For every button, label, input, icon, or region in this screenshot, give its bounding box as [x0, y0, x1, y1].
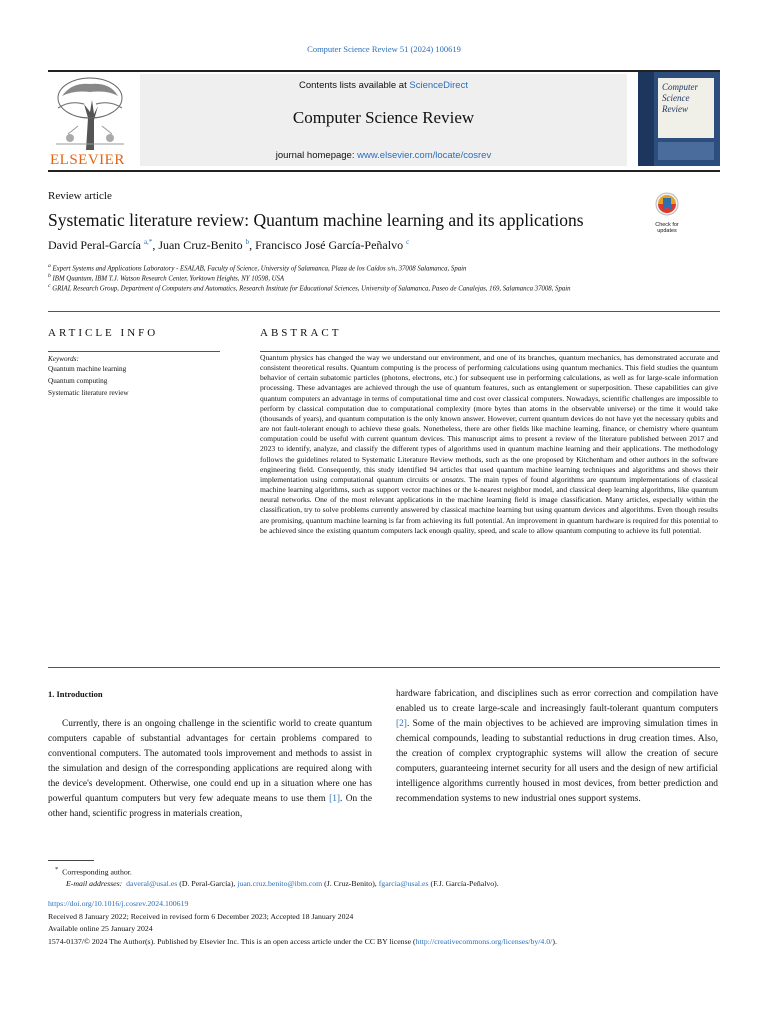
affiliation-mark: a	[48, 263, 51, 269]
section-heading-introduction: 1. Introduction	[48, 689, 103, 699]
corresponding-author-note	[55, 866, 132, 877]
homepage-link[interactable]: www.elsevier.com/locate/cosrev	[357, 150, 492, 161]
header-bottom-rule	[48, 170, 720, 172]
email-link[interactable]: fgarcia@usal.es	[378, 879, 429, 888]
abstract-text: . The main types of found algorithms are quantum implementations of classical machine learning algorithms, such as support vector machines or the k-nearest neighbor model, and classical deep learning algorithms, like quantum neural networks. One of the most relevant applications in the machine learning field is image classification. Many articles, especially within the classification, try to solve problems currently answered by classical machine learning but using quantum devices and algorithms. Even though results are promising, quantum machine learning is far from achieving its full potential. An improvement in quantum hardware is required for this potential to be achieved since the existing quantum computers lack enough quality, speed, and scale to allow quantum computing to achieve its full potential.	[260, 474, 718, 535]
cover-title-line-3: Review	[662, 104, 688, 114]
body-column-right	[396, 687, 718, 807]
affiliation-mark: b	[48, 273, 51, 279]
section-divider	[48, 311, 720, 312]
cover-title-line-2: Science	[662, 93, 690, 103]
email-owner: (F.J. García-Peñalvo).	[428, 879, 499, 888]
homepage-line	[140, 150, 627, 161]
author-name[interactable]: Juan Cruz-Benito	[158, 238, 243, 252]
journal-cover[interactable]	[638, 72, 720, 166]
footnote-rule	[48, 860, 94, 861]
elsevier-logo[interactable]	[48, 74, 130, 166]
contents-prefix: Contents lists available at	[299, 80, 410, 91]
affiliation-c	[48, 281, 688, 294]
license-line	[48, 937, 728, 946]
footnote-text: Corresponding author.	[62, 867, 132, 877]
cover-title-line-1: Computer	[662, 82, 698, 92]
abstract-heading: ABSTRACT	[260, 327, 342, 339]
footnote-mark: *	[55, 866, 59, 873]
author-affiliation-mark[interactable]: c	[406, 238, 410, 246]
email-link[interactable]: daveral@usal.es	[126, 879, 178, 888]
citation-link[interactable]: [1]	[329, 794, 341, 804]
license-link[interactable]: http://creativecommons.org/licenses/by/4.0/	[415, 937, 553, 946]
author-affiliation-mark[interactable]: a,*	[143, 238, 153, 246]
journal-title: Computer Science Review	[292, 108, 475, 127]
publication-dates: Received 8 January 2022; Received in revised form 6 December 2023; Accepted 18 January 2024	[48, 912, 354, 921]
doi-link[interactable]: https://doi.org/10.1016/j.cosrev.2024.100619	[48, 899, 189, 908]
email-owner: (J. Cruz-Benito),	[322, 879, 379, 888]
author-separator: ,	[249, 238, 256, 252]
elsevier-wordmark: ELSEVIER	[50, 152, 125, 168]
email-link[interactable]: juan.cruz.benito@ibm.com	[237, 879, 323, 888]
cover-spine	[638, 72, 654, 166]
article-title: Systematic literature review: Quantum machine learning and its applications	[48, 210, 584, 230]
article-info-heading: ARTICLE INFO	[48, 327, 159, 339]
body-text: hardware fabrication, and disciplines such as error correction and compilation have enabled us to create large-scale and increasingly fault-tolerant quantum computers	[396, 689, 718, 714]
contents-line	[140, 80, 627, 91]
citation-link[interactable]: [2]	[396, 719, 407, 729]
author-list	[48, 238, 409, 253]
cover-band	[658, 142, 714, 160]
affiliation-text: GRIAL Research Group, Department of Computers and Automatics, Research Institute for Educational Sciences, University of Salamanca, Paseo de Canalejas, 169, Salamanca 37008, Spain	[52, 285, 571, 293]
homepage-prefix: journal homepage:	[275, 150, 358, 161]
crossmark-label-2: updates	[657, 228, 677, 234]
abstract-body	[260, 353, 718, 536]
license-text: ).	[552, 937, 557, 946]
email-label: E-mail addresses:	[66, 879, 123, 888]
crossmark-label-1: Check for	[655, 222, 679, 228]
available-online-date: Available online 25 January 2024	[48, 924, 153, 933]
body-text: Currently, there is an ongoing challenge in the scientific world to create quantum computers capable of substantial advantages for certain problems compared to conventional computers. The automated tools improvement and methods to assist in the simulation and design of the corresponding applications are required along with the device's development. Otherwise, one could end up in a situation where one has powerful quantum computers but very few adequate means to use them	[48, 719, 372, 804]
keywords-label: Keywords:	[48, 355, 79, 363]
abstract-bottom-rule	[48, 667, 720, 668]
author-affiliation-mark[interactable]: b	[245, 238, 250, 246]
keywords-rule	[48, 351, 220, 352]
author-separator: ,	[152, 238, 159, 252]
abstract-rule	[260, 351, 720, 352]
affiliation-mark: c	[48, 283, 51, 289]
journal-reference-link[interactable]: Computer Science Review 51 (2024) 100619	[307, 44, 461, 54]
elsevier-tree-icon	[48, 74, 130, 152]
sciencedirect-link[interactable]: ScienceDirect	[409, 80, 468, 91]
keyword-item: Quantum computing	[48, 377, 108, 385]
keyword-item: Quantum machine learning	[48, 365, 127, 373]
license-text: 1574-0137/© 2024 The Author(s). Published by Elsevier Inc. This is an open access article under the CC BY license (	[48, 937, 416, 946]
check-for-updates-button[interactable]	[647, 191, 687, 233]
affiliation-text: Expert Systems and Applications Laboratory - ESALAB, Faculty of Science, University of Salamanca, Plaza de los Caídos s/n, 37008 Salamanca, Spain	[52, 265, 467, 273]
header-top-rule	[48, 70, 720, 72]
author-name[interactable]: David Peral-García	[48, 238, 141, 252]
abstract-italic-term: ansatzs	[441, 474, 464, 484]
affiliation-text: IBM Quantum, IBM T.J. Watson Research Center, Yorktown Heights, NY 10598, USA	[52, 275, 285, 283]
crossmark-icon	[647, 191, 687, 217]
body-text: . Some of the main objectives to be achieved are improving simulation times in chemical compounds, leading to substantial reductions in drug creation times. Also, the creation of complex cryptographic systems will allow the creation of secure computers, guaranteeing internet security for all users and the design of new artificial intelligence algorithms currently housed in most devices, from better prediction and recommendation systems to new industrial ones support systems.	[396, 719, 718, 804]
author-name[interactable]: Francisco José García-Peñalvo	[255, 238, 404, 252]
email-addresses	[66, 879, 499, 888]
abstract-text: Quantum physics has changed the way we understand our environment, and one of its branches, quantum mechanics, has demonstrated accurate and consistent theoretical results. Quantum computing is the process of performing calculations using quantum mechanics. This field studies the quantum behavior of certain subatomic particles (photons, electrons, etc.) for subsequent use in performing calculations, as well as for large-scale information processing. These advantages are achieved through the use of quantum features, such as entanglement or superposition. These capabilities can give quantum computers an advantage in terms of computational time and cost over classical computers. Nowadays, scientific challenges are impossible to perform by classical computation due to computational complexity (more bytes than atoms in the observable universe) or the time it would take (thousands of years), and quantum computation is the only known answer. However, current quantum devices do not have yet the necessary qubits and are not fault-tolerant enough to achieve these goals. Nonetheless, there are other fields like machine learning, finance, or chemistry where quantum computation could be useful with current quantum devices. This manuscript aims to present a review of the literature published between 2017 and 2023 to identify, analyze, and classify the different types of algorithms used in quantum machine learning and their applications. The methodology follows the guidelines related to Systematic Literature Review methods, such as the one proposed by Kitchenham and other authors in the software engineering field. Consequently, this study identified 94 articles that used quantum machine learning techniques and algorithms and shows their implementation using computational quantum circuits or	[260, 353, 718, 484]
article-type: Review article	[48, 190, 112, 202]
body-text: . On the other hand, scientific progress in materials creation,	[48, 794, 372, 819]
keyword-item: Systematic literature review	[48, 389, 129, 397]
cover-title-panel	[658, 78, 714, 138]
body-column-left	[48, 717, 372, 822]
email-owner: (D. Peral-García),	[177, 879, 238, 888]
